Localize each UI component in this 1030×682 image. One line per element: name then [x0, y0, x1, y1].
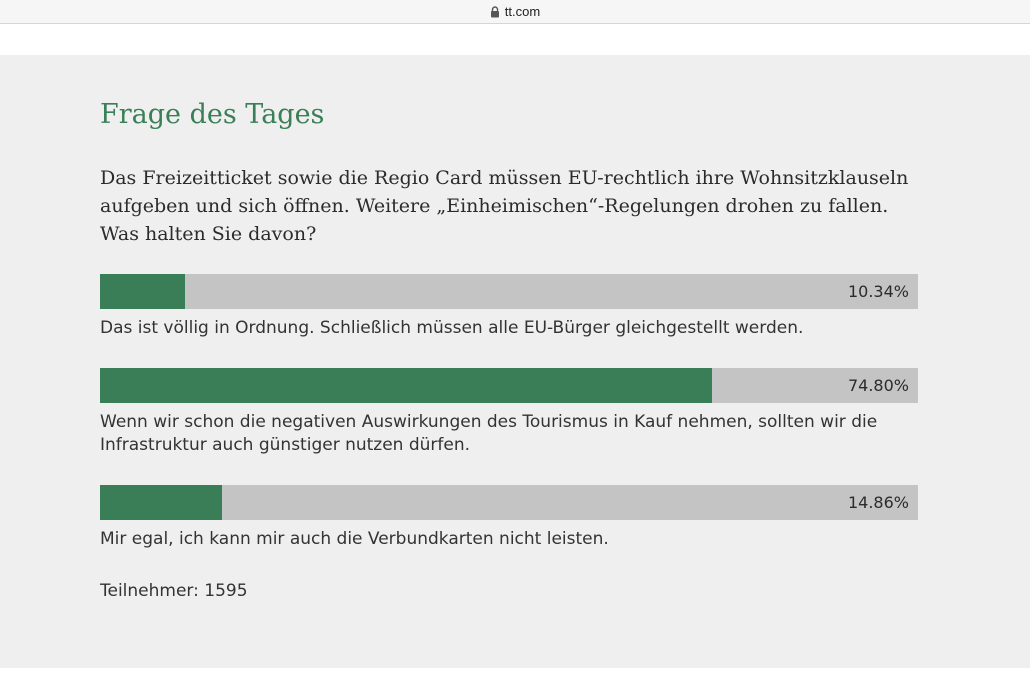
participants-number: 1595: [204, 581, 248, 601]
address-domain: tt.com: [504, 4, 541, 19]
poll-answer-2: [100, 368, 920, 457]
result-bar-track: [100, 368, 918, 403]
result-bar-fill: [100, 485, 222, 520]
participants-label: Teilnehmer:: [100, 581, 199, 601]
answer-label: Das ist völlig in Ordnung. Schließlich müssen alle EU-Bürger gleichgestellt werden.: [100, 318, 804, 338]
browser-address-bar[interactable]: [0, 0, 1030, 24]
poll-answer-1: [100, 274, 920, 340]
result-bar-fill: [100, 368, 712, 403]
result-bar-track: [100, 485, 918, 520]
poll-panel: [0, 55, 1030, 668]
participants-count: [100, 580, 248, 603]
poll-question: Das Freizeitticket sowie die Regio Card müssen EU-rechtlich ihre Wohnsitzklauseln aufgeben und sich öffnen. Weitere „Einheimischen“-Regelungen drohen zu fallen. Was halten Sie davon?: [100, 167, 909, 245]
answer-label: Mir egal, ich kann mir auch die Verbundkarten nicht leisten.: [100, 529, 609, 549]
result-bar-track: [100, 274, 918, 309]
lock-icon: [490, 6, 500, 18]
answer-label: Wenn wir schon die negativen Auswirkungen des Tourismus in Kauf nehmen, sollten wir die Infrastruktur auch günstiger nutzen dürfen.: [100, 412, 878, 455]
address-content: [490, 4, 540, 19]
result-percent: 10.34%: [847, 282, 909, 301]
poll-title: Frage des Tages: [100, 99, 325, 130]
result-bar-fill: [100, 274, 185, 309]
poll-answer-3: [100, 485, 920, 551]
result-percent: 74.80%: [847, 376, 909, 395]
result-percent: 14.86%: [847, 493, 909, 512]
